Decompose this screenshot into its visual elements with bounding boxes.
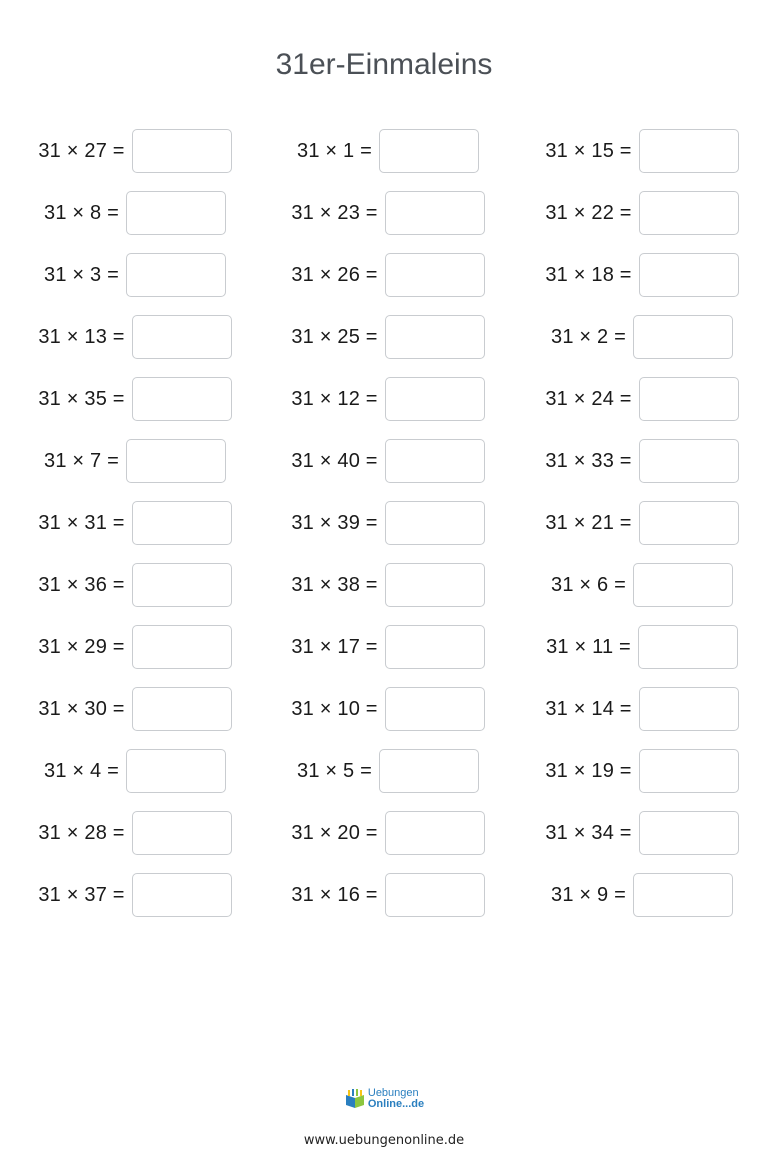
exercise-expression: 31 × 16 = bbox=[291, 883, 378, 906]
exercise-expression: 31 × 17 = bbox=[291, 635, 378, 658]
exercise-item bbox=[517, 252, 767, 298]
exercise-row bbox=[0, 624, 768, 686]
exercise-expression: 31 × 18 = bbox=[545, 263, 632, 286]
answer-box[interactable] bbox=[126, 191, 226, 235]
logo bbox=[344, 1088, 424, 1110]
exercise-item bbox=[263, 190, 513, 236]
exercise-item bbox=[263, 624, 513, 670]
exercise-item bbox=[10, 438, 260, 484]
exercise-row bbox=[0, 438, 768, 500]
exercise-item bbox=[517, 562, 767, 608]
page-title: 31er-Einmaleins bbox=[275, 48, 493, 81]
exercise-expression: 31 × 33 = bbox=[545, 449, 632, 472]
footer-logo bbox=[0, 1088, 768, 1110]
answer-box[interactable] bbox=[639, 377, 739, 421]
exercise-item bbox=[263, 562, 513, 608]
exercise-row bbox=[0, 562, 768, 624]
answer-box[interactable] bbox=[385, 501, 485, 545]
exercise-item bbox=[263, 438, 513, 484]
exercise-expression: 31 × 8 = bbox=[44, 201, 119, 224]
exercise-item bbox=[517, 500, 767, 546]
answer-box[interactable] bbox=[132, 873, 232, 917]
exercise-expression: 31 × 2 = bbox=[551, 325, 626, 348]
exercise-item bbox=[10, 314, 260, 360]
exercise-item bbox=[517, 810, 767, 856]
exercise-item bbox=[517, 686, 767, 732]
answer-box[interactable] bbox=[639, 501, 739, 545]
answer-box[interactable] bbox=[385, 377, 485, 421]
answer-box[interactable] bbox=[385, 625, 485, 669]
exercise-expression: 31 × 13 = bbox=[38, 325, 125, 348]
exercise-item bbox=[517, 438, 767, 484]
answer-box[interactable] bbox=[639, 253, 739, 297]
answer-box[interactable] bbox=[379, 749, 479, 793]
exercise-item bbox=[517, 376, 767, 422]
logo-text-top: Uebungen bbox=[367, 1087, 419, 1099]
answer-box[interactable] bbox=[385, 191, 485, 235]
exercise-row bbox=[0, 872, 768, 934]
answer-box[interactable] bbox=[385, 315, 485, 359]
answer-box[interactable] bbox=[639, 439, 739, 483]
exercise-expression: 31 × 6 = bbox=[551, 573, 626, 596]
answer-box[interactable] bbox=[385, 811, 485, 855]
answer-box[interactable] bbox=[385, 253, 485, 297]
exercise-expression: 31 × 14 = bbox=[545, 697, 632, 720]
answer-box[interactable] bbox=[385, 563, 485, 607]
answer-box[interactable] bbox=[385, 439, 485, 483]
exercise-expression: 31 × 25 = bbox=[291, 325, 378, 348]
exercise-item bbox=[263, 376, 513, 422]
exercise-expression: 31 × 40 = bbox=[291, 449, 378, 472]
exercise-item bbox=[517, 128, 767, 174]
exercise-expression: 31 × 28 = bbox=[38, 821, 125, 844]
exercise-row bbox=[0, 128, 768, 190]
exercise-item bbox=[10, 562, 260, 608]
answer-box[interactable] bbox=[639, 749, 739, 793]
exercise-expression: 31 × 38 = bbox=[291, 573, 378, 596]
exercise-expression: 31 × 30 = bbox=[38, 697, 125, 720]
exercise-item bbox=[263, 128, 513, 174]
exercise-expression: 31 × 5 = bbox=[297, 759, 372, 782]
exercise-item bbox=[517, 314, 767, 360]
exercise-item bbox=[517, 624, 767, 670]
answer-box[interactable] bbox=[132, 377, 232, 421]
answer-box[interactable] bbox=[132, 687, 232, 731]
exercise-expression: 31 × 15 = bbox=[545, 139, 632, 162]
exercise-item bbox=[263, 252, 513, 298]
exercise-expression: 31 × 4 = bbox=[44, 759, 119, 782]
exercise-expression: 31 × 19 = bbox=[545, 759, 632, 782]
answer-box[interactable] bbox=[639, 129, 739, 173]
answer-box[interactable] bbox=[379, 129, 479, 173]
exercise-item bbox=[10, 500, 260, 546]
exercise-expression: 31 × 20 = bbox=[291, 821, 378, 844]
answer-box[interactable] bbox=[132, 315, 232, 359]
exercise-expression: 31 × 34 = bbox=[545, 821, 632, 844]
answer-box[interactable] bbox=[639, 687, 739, 731]
exercise-item bbox=[10, 748, 260, 794]
exercise-expression: 31 × 26 = bbox=[291, 263, 378, 286]
exercise-expression: 31 × 36 = bbox=[38, 573, 125, 596]
exercise-expression: 31 × 29 = bbox=[38, 635, 125, 658]
exercise-expression: 31 × 24 = bbox=[545, 387, 632, 410]
answer-box[interactable] bbox=[633, 563, 733, 607]
exercise-expression: 31 × 1 = bbox=[297, 139, 372, 162]
exercise-expression: 31 × 21 = bbox=[545, 511, 632, 534]
exercise-item bbox=[263, 872, 513, 918]
answer-box[interactable] bbox=[633, 315, 733, 359]
answer-box[interactable] bbox=[385, 873, 485, 917]
exercise-item bbox=[263, 810, 513, 856]
exercise-item bbox=[10, 190, 260, 236]
exercise-item bbox=[10, 624, 260, 670]
footer-url[interactable]: www.uebungenonline.de bbox=[303, 1133, 465, 1148]
exercise-expression: 31 × 39 = bbox=[291, 511, 378, 534]
exercise-item bbox=[517, 748, 767, 794]
exercise-row bbox=[0, 500, 768, 562]
exercise-item bbox=[10, 376, 260, 422]
exercise-expression: 31 × 12 = bbox=[291, 387, 378, 410]
logo-text-bottom: Online...de bbox=[367, 1098, 425, 1110]
exercise-item bbox=[10, 128, 260, 174]
answer-box[interactable] bbox=[126, 749, 226, 793]
exercise-expression: 31 × 23 = bbox=[291, 201, 378, 224]
answer-box[interactable] bbox=[132, 811, 232, 855]
exercise-expression: 31 × 11 = bbox=[546, 635, 631, 658]
exercise-expression: 31 × 37 = bbox=[38, 883, 125, 906]
answer-box[interactable] bbox=[132, 563, 232, 607]
exercise-item bbox=[10, 810, 260, 856]
answer-box[interactable] bbox=[385, 687, 485, 731]
exercise-item bbox=[263, 748, 513, 794]
exercise-expression: 31 × 35 = bbox=[38, 387, 125, 410]
exercise-expression: 31 × 31 = bbox=[38, 511, 125, 534]
exercise-expression: 31 × 9 = bbox=[551, 883, 626, 906]
exercise-item bbox=[517, 190, 767, 236]
exercise-expression: 31 × 22 = bbox=[545, 201, 632, 224]
exercise-row bbox=[0, 686, 768, 748]
exercise-expression: 31 × 10 = bbox=[291, 697, 378, 720]
exercise-item bbox=[10, 252, 260, 298]
exercise-row bbox=[0, 314, 768, 376]
answer-box[interactable] bbox=[126, 253, 226, 297]
exercise-row bbox=[0, 748, 768, 810]
exercise-item bbox=[263, 314, 513, 360]
exercise-grid bbox=[0, 128, 768, 934]
exercise-row bbox=[0, 376, 768, 438]
answer-box[interactable] bbox=[132, 501, 232, 545]
answer-box[interactable] bbox=[638, 625, 738, 669]
exercise-row bbox=[0, 810, 768, 872]
exercise-expression: 31 × 3 = bbox=[44, 263, 119, 286]
answer-box[interactable] bbox=[126, 439, 226, 483]
exercise-row bbox=[0, 190, 768, 252]
book-icon bbox=[344, 1088, 366, 1110]
exercise-item bbox=[10, 686, 260, 732]
answer-box[interactable] bbox=[132, 625, 232, 669]
exercise-expression: 31 × 27 = bbox=[38, 139, 125, 162]
answer-box[interactable] bbox=[132, 129, 232, 173]
exercise-item bbox=[517, 872, 767, 918]
exercise-item bbox=[10, 872, 260, 918]
exercise-item bbox=[263, 500, 513, 546]
exercise-item bbox=[263, 686, 513, 732]
answer-box[interactable] bbox=[633, 873, 733, 917]
answer-box[interactable] bbox=[639, 191, 739, 235]
exercise-expression: 31 × 7 = bbox=[44, 449, 119, 472]
exercise-row bbox=[0, 252, 768, 314]
answer-box[interactable] bbox=[639, 811, 739, 855]
